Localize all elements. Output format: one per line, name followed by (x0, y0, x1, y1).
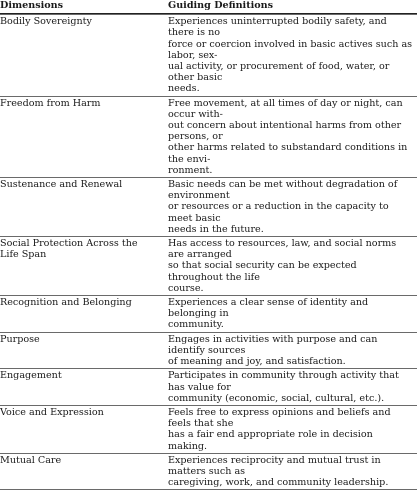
dimension-cell (0, 237, 168, 295)
definition-text: Participates in community through activity that has value for (168, 370, 399, 393)
table-row (0, 453, 417, 490)
dimension-cell (0, 296, 168, 332)
definition-text: caregiving, work, and community leadership. (168, 477, 389, 489)
table-header-row (0, 0, 417, 14)
header-guiding-definitions: Guiding Definitions (168, 0, 274, 11)
definition-text: Experiences a clear sense of identity and belonging in (168, 297, 369, 320)
definition-cell (168, 178, 417, 236)
table-row (0, 368, 417, 405)
definition-cell (168, 296, 417, 332)
dimension-text: Engagement (0, 370, 62, 382)
dimension-text: Recognition and Belonging (0, 297, 132, 309)
definition-cell (168, 333, 417, 369)
table-row (0, 177, 417, 236)
definition-text: other harms related to substandard conditions in the envi- (168, 142, 408, 165)
table-row (0, 405, 417, 453)
definition-text: community (economic, social, cultural, etc.). (168, 392, 385, 404)
definition-text: needs. (168, 83, 200, 95)
dimension-text: Freedom from Harm (0, 97, 101, 109)
dimension-text: Sustenance and Renewal (0, 179, 123, 191)
dimension-cell (0, 369, 168, 405)
dimension-cell (0, 454, 168, 490)
table-row (0, 295, 417, 332)
dimension-cell (0, 97, 168, 177)
definition-text: out concern about intentional harms from other persons, or (168, 120, 402, 143)
dimension-cell (0, 15, 168, 95)
definition-text: Basic needs can be met without degradation of environment (168, 179, 398, 202)
definition-cell (168, 97, 417, 177)
definition-cell (168, 15, 417, 95)
table-body (0, 14, 417, 490)
definition-text: Engages in activities with purpose and can identify sources (168, 333, 378, 356)
definition-text: or resources or a reduction in the capacity to meet basic (168, 201, 389, 224)
definition-text: ronment. (168, 164, 213, 176)
dimension-cell (0, 178, 168, 236)
dimension-text: Purpose (0, 333, 40, 345)
definition-text: Experiences uninterrupted bodily safety, and there is no (168, 16, 387, 39)
definition-cell (168, 454, 417, 490)
definition-text: course. (168, 282, 204, 294)
dimension-text: Mutual Care (0, 454, 62, 466)
definition-text: needs in the future. (168, 223, 264, 235)
table-row (0, 96, 417, 177)
definition-text: Feels free to express opinions and beliefs and feels that she (168, 406, 391, 430)
definition-text: community. (168, 319, 224, 331)
definition-text: Experiences reciprocity and mutual trust in matters such as (168, 454, 381, 477)
definition-cell (168, 369, 417, 405)
definition-text: Free movement, at all times of day or night, can occur with- (168, 97, 403, 120)
dimension-text: Bodily Sovereignty (0, 16, 92, 28)
dimension-cell (0, 333, 168, 369)
definition-text: has a fair end appropriate role in decision making. (168, 429, 373, 452)
definition-cell (168, 237, 417, 295)
table-row (0, 14, 417, 95)
dimension-text: Voice and Expression (0, 406, 104, 418)
table-row (0, 236, 417, 295)
header-dimensions: Dimensions (0, 0, 64, 11)
definition-text: ual activity, or procurement of food, water, or other basic (168, 61, 390, 84)
table-row (0, 332, 417, 369)
definition-text: so that social security can be expected throughout the life (168, 260, 357, 283)
dimension-text: Social Protection Across the (0, 238, 138, 250)
dimension-text: Life Span (0, 249, 47, 261)
definition-cell (168, 406, 417, 453)
definition-text: force or coercion involved in basic actives such as labor, sex- (168, 38, 413, 61)
dimension-cell (0, 406, 168, 453)
definition-text: Has access to resources, law, and social norms are arranged (168, 238, 397, 261)
definition-text: of meaning and joy, and satisfaction. (168, 356, 346, 368)
